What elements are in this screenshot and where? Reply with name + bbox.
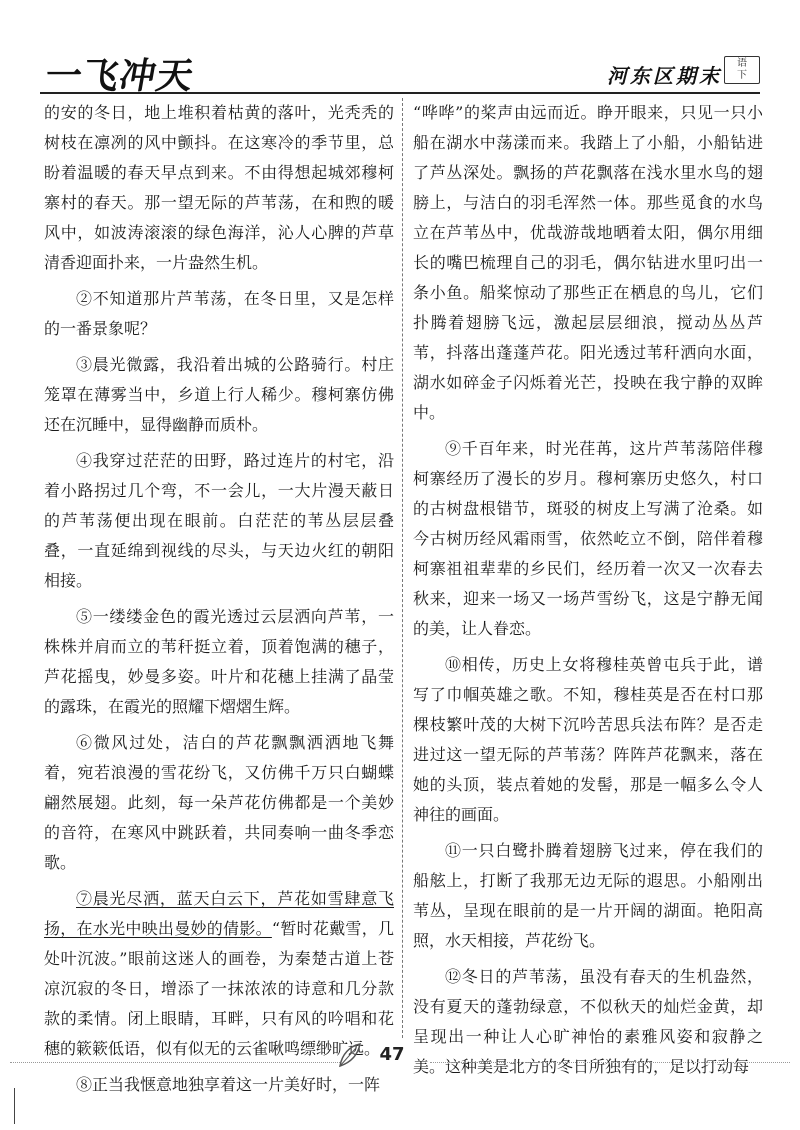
page-number: 47 bbox=[379, 1044, 405, 1065]
paragraph-7-rest: “暂时花戴雪，几处叶沉波。”眼前这迷人的画卷，为秦楚古道上苍凉沉寂的冬日，增添了一抹浓浓的诗意和几分款款的柔情。闭上眼睛，耳畔，只有风的吟唱和花穗的簌簌低语，似有似无的云雀啾鸣缥缈旷远。 bbox=[44, 919, 394, 1058]
paragraph-4: ④我穿过茫茫的田野，路过连片的村宅，沿着小路拐过几个弯，不一会儿，一大片漫天蔽日的芦苇荡便出现在眼前。白茫茫的苇丛层层叠叠，一直延绵到视线的尽头，与天边火红的朝阳相接。 bbox=[44, 451, 394, 590]
left-column bbox=[44, 98, 394, 1100]
brand-logo: 一飞冲天 bbox=[41, 56, 198, 97]
margin-mark bbox=[14, 1088, 15, 1124]
paragraph-1: 的安的冬日，地上堆积着枯黄的落叶，光秃秃的树枝在凛冽的风中颤抖。在这寒冷的季节里，总盼着温暖的春天早点到来。不由得想起城郊穆柯寨村的春天。那一望无际的芦苇荡，在和煦的暖风中，如波涛滚滚的绿色海洋，沁人心脾的芦草清香迎面扑来，一片盎然生机。 bbox=[44, 103, 394, 272]
paragraph-3: ③晨光微露，我沿着出城的公路骑行。村庄笼罩在薄雾当中，乡道上行人稀少。穆柯寨仿佛还在沉睡中，显得幽静而质朴。 bbox=[44, 355, 394, 434]
footer-rule-right bbox=[430, 1062, 790, 1063]
paragraph-6: ⑥微风过处，洁白的芦花飘飘洒洒地飞舞着，宛若浪漫的雪花纷飞，又仿佛千万只白蝴蝶翩然展翅。此刻，每一朵芦花仿佛都是一个美妙的音符，在寒风中跳跃着，共同奏响一曲冬季恋歌。 bbox=[44, 733, 394, 872]
subject-badge-bottom: 下 bbox=[737, 70, 747, 81]
paragraph-5: ⑤一缕缕金色的霞光透过云层洒向芦苇，一株株并肩而立的苇秆挺立着，顶着饱满的穗子，芦花摇曳，妙曼多姿。叶片和花穗上挂满了晶莹的露珠，在霞光的照耀下熠熠生辉。 bbox=[44, 607, 394, 716]
paragraph-2: ②不知道那片芦苇荡，在冬日里，又是怎样的一番景象呢？ bbox=[44, 289, 394, 338]
paragraph-8-continued: “哗哗”的桨声由远而近。睁开眼来，只见一只小船在湖水中荡漾而来。我踏上了小船，小船钻进了芦丛深处。飘扬的芦花飘落在浅水里水鸟的翅膀上，与洁白的羽毛浑然一体。那些觅食的水鸟立在芦苇丛中，优哉游哉地晒着太阳，偶尔用细长的嘴巴梳理自己的羽毛，偶尔钻进水里叼出一条小鱼。船桨惊动了那些正在栖息的鸟儿，它们扑腾着翅膀飞远，激起层层细浪，搅动丛丛芦苇，抖落出蓬蓬芦花。阳光透过苇秆洒向水面，湖水如碎金子闪烁着光芒，投映在我宁静的双眸中。 bbox=[413, 103, 763, 422]
underlined-sentence: ⑦晨光尽洒，蓝天白云下，芦花如雪肆意飞扬，在水光中映出曼妙的倩影。 bbox=[44, 889, 394, 938]
leaf-ornament-icon bbox=[336, 1040, 364, 1070]
paragraph-12: ⑫冬日的芦苇荡，虽没有春天的生机盎然，没有夏天的蓬勃绿意，不似秋天的灿烂金黄，却呈现出一种让人心旷神怡的素雅风姿和寂静之美。这种美是北方的冬日所独有的，足以打动每 bbox=[413, 967, 763, 1076]
paragraph-7 bbox=[44, 884, 394, 1064]
right-column bbox=[413, 98, 763, 1082]
page-header bbox=[40, 40, 760, 97]
paragraph-8: ⑧正当我惬意地独享着这一片美好时，一阵 bbox=[76, 1075, 381, 1094]
paragraph-11: ⑪一只白鹭扑腾着翅膀飞过来，停在我们的船舷上，打断了我那无边无际的遐思。小船刚出苇丛，呈现在眼前的是一片开阔的湖面。艳阳高照，水天相接，芦花纷飞。 bbox=[413, 841, 763, 950]
paragraph-10: ⑩相传，历史上女将穆桂英曾屯兵于此，谱写了巾帼英雄之歌。不知，穆桂英是否在村口那棵枝繁叶茂的大树下沉吟苦思兵法布阵？是否走进过这一望无际的芦苇荡？阵阵芦花飘来，落在她的头顶，装点着她的发髻，那是一幅多么令人神往的画面。 bbox=[413, 655, 763, 824]
subject-badge-top: 语 bbox=[737, 58, 747, 69]
footer-rule-left bbox=[10, 1062, 340, 1063]
column-divider bbox=[402, 98, 403, 1038]
paragraph-9: ⑨千百年来，时光荏苒，这片芦苇荡陪伴穆柯寨经历了漫长的岁月。穆柯寨历史悠久，村口的古树盘根错节，斑驳的树皮上写满了沧桑。如今古树历经风霜雨雪，依然屹立不倒，陪伴着穆柯寨祖祖辈辈的乡民们，经历着一次又一次春去秋来，迎来一场又一场芦雪纷飞，这是宁静无闻的美，让人眷恋。 bbox=[413, 439, 763, 638]
subject-badge bbox=[724, 56, 760, 84]
section-title: 河东区期末 bbox=[607, 64, 722, 88]
